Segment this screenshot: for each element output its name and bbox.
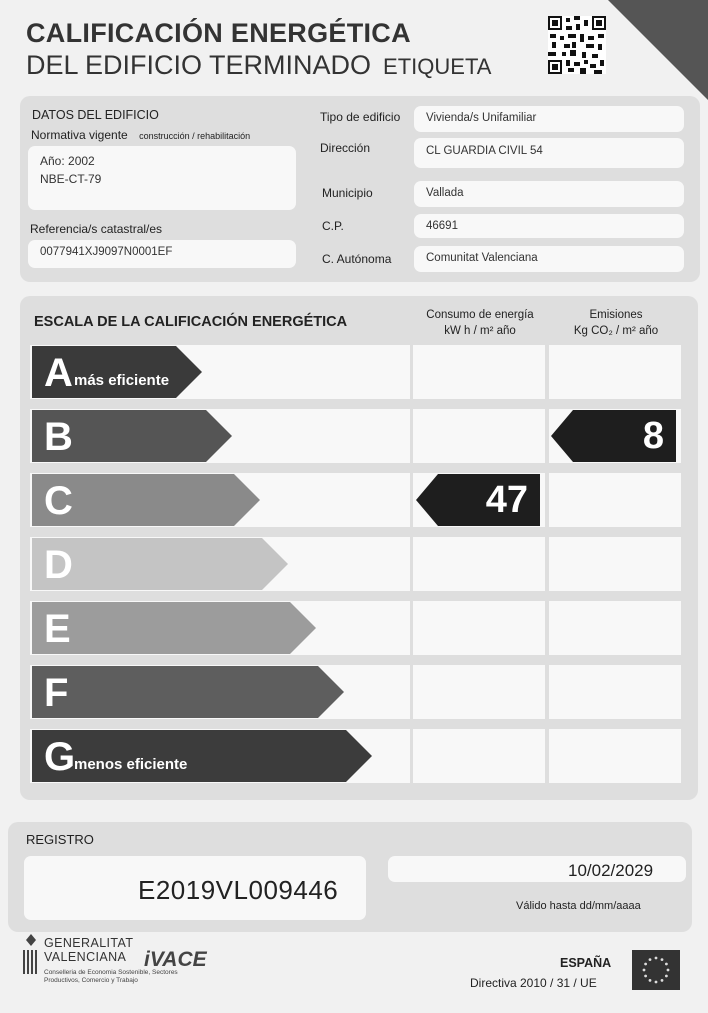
country: ESPAÑA <box>560 956 612 970</box>
class-arrow-g <box>32 730 372 782</box>
normativa-label <box>31 128 250 142</box>
eu-star-icon <box>661 958 664 961</box>
registry-number: E2019VL009446 <box>138 875 339 905</box>
emissions-header-1: Emisiones <box>589 309 643 321</box>
normativa-label-text: Normativa vigente <box>31 128 128 142</box>
postal-label: C.P. <box>322 219 344 233</box>
eu-flag-graphic <box>632 950 680 990</box>
eu-star-icon <box>649 979 652 982</box>
class-arrow-e <box>32 602 316 654</box>
eu-star-icon <box>665 963 668 966</box>
class-letter: D <box>44 543 73 587</box>
type-value: Vivienda/s Unifamiliar <box>414 106 684 132</box>
ivace-logo: iVACE <box>144 948 207 971</box>
label-type: ETIQUETA <box>383 54 492 79</box>
class-arrow-a <box>32 346 202 398</box>
eu-flag-icon <box>632 950 680 990</box>
directive: Directiva 2010 / 31 / UE <box>470 976 597 990</box>
consumption-cell-f <box>413 665 545 719</box>
consumption-header <box>412 307 548 339</box>
cadastral-label: Referencia/s catastral/es <box>30 222 163 236</box>
class-arrow-d <box>32 538 288 590</box>
class-letter: F <box>44 671 69 715</box>
class-arrow-shape <box>32 666 344 718</box>
class-letter: A <box>44 351 73 395</box>
emissions-cell-f <box>549 665 681 719</box>
consumption-cell-a <box>413 345 545 399</box>
address-value: CL GUARDIA CIVIL 54 <box>414 138 684 168</box>
norm-line: NBE-CT-79 <box>40 172 102 186</box>
address-label: Dirección <box>320 141 371 155</box>
gv-name-1: GENERALITAT <box>44 936 134 950</box>
region-value: Comunitat Valenciana <box>414 246 684 272</box>
consumption-cell-d <box>413 537 545 591</box>
municipality-value: Vallada <box>414 181 684 207</box>
class-description: menos eficiente <box>74 756 188 773</box>
emissions-cell-d <box>549 537 681 591</box>
type-label: Tipo de edificio <box>320 110 401 124</box>
consumption-header-1: Consumo de energía <box>426 309 534 321</box>
emissions-cell-e <box>549 601 681 655</box>
eu-star-icon <box>643 969 646 972</box>
municipality-label: Municipio <box>322 186 373 200</box>
eu-star-icon <box>655 957 658 960</box>
emissions-cell-a <box>549 345 681 399</box>
gv-name-2: VALENCIANA <box>44 950 127 964</box>
emissions-cell-c <box>549 473 681 527</box>
registry-title: REGISTRO <box>26 832 94 847</box>
page-corner <box>608 0 708 100</box>
emissions-header-2: Kg CO₂ / m² año <box>573 325 659 337</box>
gv-sub: Conselleria de Economia Sostenible, Sectores Productivos, Comercio y Trabajo <box>44 969 178 984</box>
consumption-cell-e <box>413 601 545 655</box>
consumption-header-2: kW h / m² año <box>444 325 516 337</box>
emissions-header <box>548 307 684 339</box>
eu-star-icon <box>655 981 658 984</box>
qr-code-graphic <box>548 16 606 74</box>
normativa-hint: construcción / rehabilitación <box>139 131 251 141</box>
registry-valid-hint: Válido hasta dd/mm/aaaa <box>516 900 641 912</box>
normativa-box <box>28 146 296 210</box>
emissions-rating-badge-value: 8 <box>642 415 664 457</box>
building-section-title: DATOS DEL EDIFICIO <box>32 108 159 122</box>
consumption-cell-b <box>413 409 545 463</box>
consumption-rating-badge-value: 47 <box>485 479 528 521</box>
gv-crest-icon <box>22 934 40 978</box>
class-description: más eficiente <box>74 372 170 389</box>
eu-star-icon <box>644 975 647 978</box>
title-line-1: CALIFICACIÓN ENERGÉTICA <box>26 18 411 48</box>
class-letter: E <box>44 607 71 651</box>
region-label: C. Autónoma <box>322 252 392 266</box>
class-arrow-b <box>32 410 232 462</box>
title-line-2-text: DEL EDIFICIO TERMINADO <box>26 50 372 80</box>
class-arrow-f <box>32 666 344 718</box>
class-letter: B <box>44 415 73 459</box>
eu-star-icon <box>667 969 670 972</box>
title-line-2 <box>26 50 491 81</box>
emissions-cell-g <box>549 729 681 783</box>
eu-star-icon <box>649 958 652 961</box>
eu-star-icon <box>644 963 647 966</box>
cadastral-value: 0077941XJ9097N0001EF <box>28 240 296 268</box>
scale-title: ESCALA DE LA CALIFICACIÓN ENERGÉTICA <box>34 314 348 330</box>
eu-star-icon <box>661 979 664 982</box>
class-arrow-shape <box>32 602 316 654</box>
consumption-rating-badge <box>416 474 540 526</box>
consumption-cell-g <box>413 729 545 783</box>
postal-value: 46691 <box>414 214 684 238</box>
emissions-rating-badge <box>551 410 676 462</box>
class-letter: C <box>44 479 73 523</box>
class-arrow-c <box>32 474 260 526</box>
year-line: Año: 2002 <box>40 154 95 168</box>
qr-code-icon[interactable] <box>548 16 606 74</box>
eu-star-icon <box>665 975 668 978</box>
registry-valid-date: 10/02/2029 <box>568 861 654 880</box>
class-letter: G <box>44 735 76 779</box>
